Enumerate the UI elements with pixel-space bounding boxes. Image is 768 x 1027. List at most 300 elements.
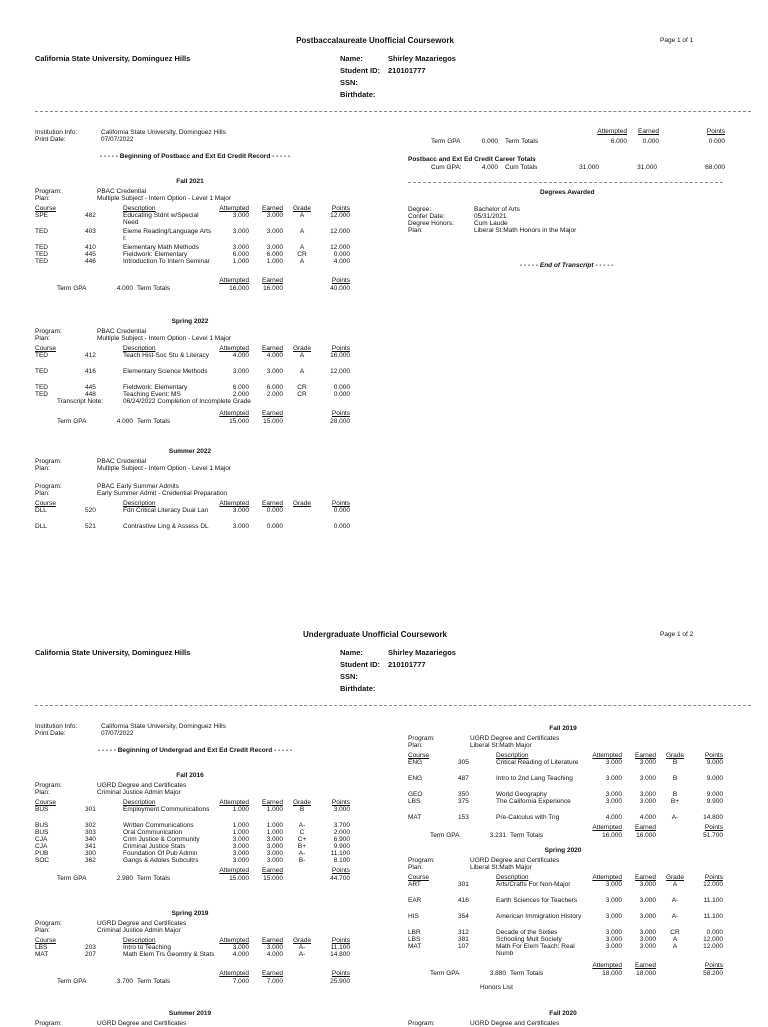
course-earned: 3.000 (266, 944, 283, 951)
course-attempted: 3.000 (605, 943, 622, 950)
course-grade: B (672, 775, 678, 782)
course-number: 416 (458, 897, 469, 904)
course-grade: CR (297, 391, 307, 398)
col-description: Description (123, 937, 156, 944)
course-grade: C (299, 829, 305, 836)
course-earned: 3.000 (639, 897, 656, 904)
term-info-value: PBAC Credential (97, 188, 147, 195)
career-totals-title: Postbacc and Ext Ed Credit Career Totals (408, 156, 536, 163)
totals-attempted-head: Attempted (219, 970, 249, 977)
term-total-attempted: 16.000 (229, 285, 249, 292)
course-number: 203 (85, 944, 96, 951)
course-points: 8.100 (333, 857, 350, 864)
course-grade: A- (671, 814, 679, 821)
course-subject: HIS (408, 913, 419, 920)
col-attempted: Attempted (219, 345, 249, 352)
course-grade: A- (671, 913, 679, 920)
course-grade: B+ (670, 798, 680, 805)
end-of-transcript: - - - - - End of Transcript - - - - - (520, 262, 614, 269)
col-description: Description (496, 752, 529, 759)
course-description: Employment Communications (123, 806, 210, 813)
course-subject: MAT (35, 951, 49, 958)
course-description: Math Elem Trs Geomtry & Stats (123, 951, 215, 958)
course-subject: CJA (35, 836, 48, 843)
term-info-label: Program: (35, 458, 62, 465)
course-subject: TED (35, 368, 48, 375)
course-subject: DLL (35, 523, 47, 530)
student-field-value: 210101777 (388, 660, 426, 669)
col-description: Description (123, 345, 156, 352)
degree-value: 05/31/2021 (474, 213, 507, 220)
student-field-label: SSN: (340, 78, 358, 87)
course-grade: A- (298, 822, 306, 829)
course-points: 0.000 (333, 251, 350, 258)
course-grade: B+ (297, 843, 307, 850)
course-attempted: 1.000 (232, 806, 249, 813)
course-subject: BUS (35, 829, 49, 836)
course-subject: MAT (408, 814, 422, 821)
course-subject: CJA (35, 843, 48, 850)
course-description: Criminal Justice Stats (123, 843, 186, 850)
term-total-points: 25.900 (330, 978, 350, 985)
course-earned: 3.000 (639, 943, 656, 950)
term-gpa-label: Term GPA (57, 418, 87, 425)
course-attempted: 3.000 (605, 759, 622, 766)
course-subject: ENG (408, 759, 423, 766)
term-heading: Summer 2022 (168, 448, 212, 455)
course-points: 9.900 (706, 798, 723, 805)
term-heading: Spring 2020 (544, 847, 582, 854)
totals-earned-head: Earned (635, 824, 656, 831)
course-grade: A (299, 228, 305, 235)
term-info-label: Program: (408, 1020, 435, 1027)
course-number: 410 (85, 244, 96, 251)
term-total-attempted: 18.000 (602, 970, 622, 977)
term-info-label: Plan: (35, 490, 50, 497)
col-earned: Earned (635, 752, 656, 759)
term-info-label: Program: (35, 188, 62, 195)
course-number: 207 (85, 951, 96, 958)
course-subject: BUS (35, 806, 49, 813)
course-description: Crim Justice & Community (123, 836, 200, 843)
course-grade: A- (298, 944, 306, 951)
term-total-points: 51.700 (703, 832, 723, 839)
term-info-label: Plan: (408, 864, 423, 871)
course-grade: A (299, 368, 305, 375)
col-grade: Grade (665, 752, 685, 759)
col-description: Description (123, 799, 156, 806)
right-tt-label: Term Totals (505, 138, 539, 145)
totals-earned-head: Earned (635, 962, 656, 969)
print-date-value: 07/07/2022 (101, 730, 134, 737)
term-total-earned: 18.000 (636, 970, 656, 977)
term-total-points: 44.700 (330, 875, 350, 882)
course-points: 14.800 (703, 814, 723, 821)
term-total-earned: 15.000 (263, 418, 283, 425)
course-points: 4.000 (333, 258, 350, 265)
col-course: Course (408, 874, 429, 881)
course-grade: A (299, 212, 305, 219)
institution-value: California State University, Dominguez Hills (101, 129, 226, 136)
term-gpa: 3.880 (489, 970, 506, 977)
col-earned: Earned (262, 205, 283, 212)
col-earned: Earned (262, 500, 283, 507)
course-points: 0.000 (333, 391, 350, 398)
course-subject: LBR (408, 929, 421, 936)
col-description: Description (123, 500, 156, 507)
course-points: 0.000 (333, 523, 350, 530)
term-total-earned: 16.000 (636, 832, 656, 839)
totals-points-head: Points (331, 410, 350, 417)
course-attempted: 3.000 (605, 791, 622, 798)
course-attempted: 3.000 (605, 929, 622, 936)
course-number: 301 (85, 806, 96, 813)
col-attempted: Attempted (219, 799, 249, 806)
totals-attempted-head: Attempted (592, 824, 622, 831)
course-points: 9.000 (706, 791, 723, 798)
term-total-earned: 16.000 (263, 285, 283, 292)
course-number: 482 (85, 212, 96, 219)
course-number: 303 (85, 829, 96, 836)
print-date-label: Print Date: (35, 730, 66, 737)
course-earned: 3.000 (639, 798, 656, 805)
course-grade: CR (670, 929, 680, 936)
term-info-value: UGRD Degree and Certificates (470, 857, 560, 864)
course-attempted: 1.000 (232, 822, 249, 829)
term-info-label: Program: (408, 857, 435, 864)
term-total-attempted: 7.000 (232, 978, 249, 985)
course-points: 12.000 (703, 943, 723, 950)
course-description: Introduction To Intern Seminar (123, 258, 210, 265)
course-description: Gangs & Adoles Subcultrs (123, 857, 199, 864)
course-points: 12.000 (330, 228, 350, 235)
term-info-value: UGRD Degree and Certificates (470, 1020, 560, 1027)
course-attempted: 3.000 (605, 881, 622, 888)
degree-divider (408, 182, 723, 183)
course-number: 107 (458, 943, 469, 950)
term-info-value: Multiple Subject - Intern Option - Level 1 Major (97, 195, 232, 202)
course-attempted: 1.000 (232, 829, 249, 836)
course-attempted: 3.000 (232, 523, 249, 530)
term-totals-label: Term Totals (137, 418, 171, 425)
right-gpa-label: Term GPA (431, 138, 461, 145)
term-info-label: Plan: (35, 335, 50, 342)
course-grade: CR (297, 251, 307, 258)
col-points: Points (331, 345, 350, 352)
course-number: 300 (85, 850, 96, 857)
col-grade: Grade (292, 345, 312, 352)
course-attempted: 3.000 (232, 836, 249, 843)
degree-label: Plan: (408, 227, 423, 234)
course-attempted: 3.000 (232, 228, 249, 235)
totals-attempted-head: Attempted (219, 867, 249, 874)
course-description: Fieldwork: Elementary (123, 384, 188, 391)
page-number: Page 1 of 1 (660, 37, 694, 44)
term-info-label: Program: (35, 1020, 62, 1027)
course-attempted: 3.000 (232, 212, 249, 219)
right-pts-head: Points (706, 128, 725, 135)
term-info-value: Early Summer Admit - Credential Preparation (97, 490, 228, 497)
course-earned: 3.000 (639, 929, 656, 936)
course-subject: TED (35, 251, 48, 258)
course-subject: TED (35, 384, 48, 391)
term-gpa: 2.980 (116, 875, 133, 882)
col-attempted: Attempted (219, 500, 249, 507)
term-info-label: Program: (408, 735, 435, 742)
term-heading: Fall 2019 (549, 725, 577, 732)
course-earned: 6.000 (266, 384, 283, 391)
print-date-label: Print Date: (35, 136, 66, 143)
course-description: Intro to Teaching (123, 944, 171, 951)
course-number: 341 (85, 843, 96, 850)
course-number: 340 (85, 836, 96, 843)
totals-points-head: Points (331, 867, 350, 874)
term-info-value: UGRD Degree and Certificates (97, 1020, 187, 1027)
course-attempted: 3.000 (232, 843, 249, 850)
course-subject: PUB (35, 850, 49, 857)
totals-points-head: Points (331, 277, 350, 284)
course-subject: EAR (408, 897, 422, 904)
student-field-label: Name: (340, 54, 363, 63)
term-total-attempted: 16.000 (602, 832, 622, 839)
course-description: Earth Sciences for Teachers (496, 897, 578, 904)
course-points: 12.000 (330, 368, 350, 375)
term-info-value: PBAC Credential (97, 458, 147, 465)
course-number: 487 (458, 775, 469, 782)
col-course: Course (35, 799, 56, 806)
col-grade: Grade (292, 205, 312, 212)
course-attempted: 3.000 (605, 897, 622, 904)
degree-value: Cum Laude (474, 220, 508, 227)
totals-earned-head: Earned (262, 867, 283, 874)
course-earned: 1.000 (266, 822, 283, 829)
col-earned: Earned (262, 345, 283, 352)
course-points: 12.000 (330, 244, 350, 251)
right-pts: 0.000 (708, 138, 725, 145)
student-field-value: 210101777 (388, 66, 426, 75)
course-earned: 3.000 (266, 228, 283, 235)
col-points: Points (331, 799, 350, 806)
col-course: Course (35, 205, 56, 212)
course-earned: 3.000 (266, 857, 283, 864)
student-field-label: Student ID: (340, 660, 380, 669)
totals-attempted-head: Attempted (219, 277, 249, 284)
term-info-value: UGRD Degree and Certificates (470, 735, 560, 742)
totals-earned-head: Earned (262, 410, 283, 417)
col-attempted: Attempted (592, 874, 622, 881)
course-earned: 1.000 (266, 829, 283, 836)
term-gpa-label: Term GPA (430, 832, 460, 839)
col-attempted: Attempted (219, 937, 249, 944)
honors-note: Honors List (480, 984, 513, 991)
course-number: 520 (85, 507, 96, 514)
term-gpa-label: Term GPA (430, 970, 460, 977)
course-description: Elementary Science Methods (123, 368, 208, 375)
course-points: 14.800 (330, 951, 350, 958)
col-course: Course (35, 937, 56, 944)
student-field-label: Birthdate: (340, 90, 376, 99)
term-gpa-label: Term GPA (57, 285, 87, 292)
course-grade: A- (671, 897, 679, 904)
term-total-earned: 15.000 (263, 875, 283, 882)
course-description: Teaching Event: MS (123, 391, 181, 398)
course-earned: 3.000 (266, 244, 283, 251)
course-subject: ENG (408, 775, 423, 782)
course-points: 9.900 (333, 843, 350, 850)
term-total-attempted: 15.000 (229, 418, 249, 425)
course-number: 362 (85, 857, 96, 864)
totals-attempted-head: Attempted (219, 410, 249, 417)
course-subject: BUS (35, 822, 49, 829)
course-attempted: 6.000 (232, 251, 249, 258)
course-description: Oral Communication (123, 829, 183, 836)
term-heading: Spring 2022 (171, 318, 209, 325)
student-field-label: Student ID: (340, 66, 380, 75)
term-info-label: Plan: (35, 789, 50, 796)
degree-value: Bachelor of Arts (474, 206, 520, 213)
degree-label: Degree Honors: (408, 220, 454, 227)
course-description: Educating Stdnt w/Special Need (123, 212, 199, 226)
course-description: Foundation Of Pub Admin (123, 850, 198, 857)
col-earned: Earned (262, 799, 283, 806)
term-total-attempted: 15.000 (229, 875, 249, 882)
course-subject: TED (35, 391, 48, 398)
course-attempted: 3.000 (232, 507, 249, 514)
student-field-value: Shirley Mazariegos (388, 648, 456, 657)
school-name: California State University, Dominguez Hills (35, 648, 191, 657)
course-earned: 3.000 (266, 368, 283, 375)
term-info-value: Multiple Subject - Intern Option - Level 1 Major (97, 335, 232, 342)
course-points: 11.100 (330, 944, 350, 951)
totals-earned-head: Earned (262, 277, 283, 284)
course-number: 305 (458, 759, 469, 766)
term-info-label: Program: (35, 920, 62, 927)
course-number: 445 (85, 384, 96, 391)
term-total-points: 28.000 (330, 418, 350, 425)
course-earned: 3.000 (639, 913, 656, 920)
course-attempted: 3.000 (605, 775, 622, 782)
col-earned: Earned (262, 937, 283, 944)
col-grade: Grade (292, 799, 312, 806)
header-divider (35, 705, 751, 706)
term-heading: Fall 2020 (549, 1010, 577, 1017)
record-begin: - - - - - Beginning of Undergrad and Ext Ed Credit Record - - - - - (97, 747, 293, 754)
term-info-value: Criminal Justice Admin Major (97, 927, 181, 934)
course-subject: DLL (35, 507, 47, 514)
term-gpa: 4.000 (116, 418, 133, 425)
course-earned: 3.000 (639, 791, 656, 798)
course-number: 381 (458, 936, 469, 943)
record-begin: - - - - - Beginning of Postbacc and Ext Ed Credit Record - - - - - (99, 153, 291, 160)
degree-label: Confer Date: (408, 213, 445, 220)
course-description: Arts/Crafts For Non-Major (496, 881, 571, 888)
course-description: Intro to 2nd Lang Teaching (496, 775, 573, 782)
institution-label: Institution Info: (35, 723, 78, 730)
course-subject: TED (35, 244, 48, 251)
course-points: 11.100 (703, 897, 723, 904)
course-description: American Immigration History (496, 913, 582, 920)
course-earned: 3.000 (639, 881, 656, 888)
course-number: 412 (85, 352, 96, 359)
student-field-label: Birthdate: (340, 684, 376, 693)
course-number: 375 (458, 798, 469, 805)
col-attempted: Attempted (592, 752, 622, 759)
course-earned: 6.000 (266, 251, 283, 258)
totals-points-head: Points (331, 970, 350, 977)
col-grade: Grade (665, 874, 685, 881)
term-gpa-label: Term GPA (57, 978, 87, 985)
right-ear-head: Earned (638, 128, 659, 135)
report-title: Postbaccalaureate Unofficial Coursework (296, 36, 454, 45)
course-points: 9.000 (706, 775, 723, 782)
school-name: California State University, Dominguez Hills (35, 54, 191, 63)
course-earned: 3.000 (639, 759, 656, 766)
course-grade: A (672, 881, 678, 888)
term-info-label: Program: (35, 483, 62, 490)
term-totals-label: Term Totals (510, 832, 544, 839)
right-gpa: 0.000 (481, 138, 498, 145)
col-course: Course (35, 500, 56, 507)
degrees-awarded-title: Degrees Awarded (540, 189, 595, 196)
course-attempted: 4.000 (232, 352, 249, 359)
course-description: Teach Hist-Soc Stu & Literacy (123, 352, 209, 359)
course-number: 446 (85, 258, 96, 265)
course-earned: 4.000 (266, 951, 283, 958)
term-totals-label: Term Totals (510, 970, 544, 977)
term-totals-label: Term Totals (137, 875, 171, 882)
course-grade: A (672, 936, 678, 943)
course-grade: B (672, 759, 678, 766)
course-attempted: 3.000 (232, 857, 249, 864)
course-subject: MAT (408, 943, 422, 950)
course-points: 12.000 (703, 881, 723, 888)
term-gpa: 3.700 (116, 978, 133, 985)
course-description: Fdn Critical Literacy Dual Lan (123, 507, 209, 514)
course-earned: 3.000 (639, 936, 656, 943)
col-points: Points (704, 752, 723, 759)
course-grade: B (672, 791, 678, 798)
term-total-earned: 7.000 (266, 978, 283, 985)
course-grade: A (299, 258, 305, 265)
col-course: Course (408, 752, 429, 759)
term-info-value: UGRD Degree and Certificates (97, 920, 187, 927)
course-attempted: 2.000 (232, 391, 249, 398)
term-heading: Summer 2019 (168, 1010, 212, 1017)
print-date-value: 07/07/2022 (101, 136, 134, 143)
course-subject: LBS (408, 798, 421, 805)
course-points: 0.000 (333, 384, 350, 391)
course-grade: A- (298, 850, 306, 857)
cum-gpa-label: Cum GPA: (431, 164, 462, 171)
course-earned: 3.000 (639, 775, 656, 782)
col-description: Description (496, 874, 529, 881)
term-heading: Fall 2016 (176, 772, 204, 779)
student-field-label: Name: (340, 648, 363, 657)
cum-gpa: 4.000 (481, 164, 498, 171)
term-info-label: Program: (35, 328, 62, 335)
course-description: The California Experience (496, 798, 571, 805)
col-course: Course (35, 345, 56, 352)
term-info-label: Program: (35, 782, 62, 789)
course-number: 354 (458, 913, 469, 920)
course-earned: 4.000 (639, 814, 656, 821)
course-points: 11.100 (703, 913, 723, 920)
cum-attempted: 31.000 (579, 164, 599, 171)
course-description: Contrastive Ling & Assess DL (123, 523, 209, 530)
term-totals-label: Term Totals (137, 285, 171, 292)
right-ear: 0.000 (642, 138, 659, 145)
course-attempted: 3.000 (605, 936, 622, 943)
